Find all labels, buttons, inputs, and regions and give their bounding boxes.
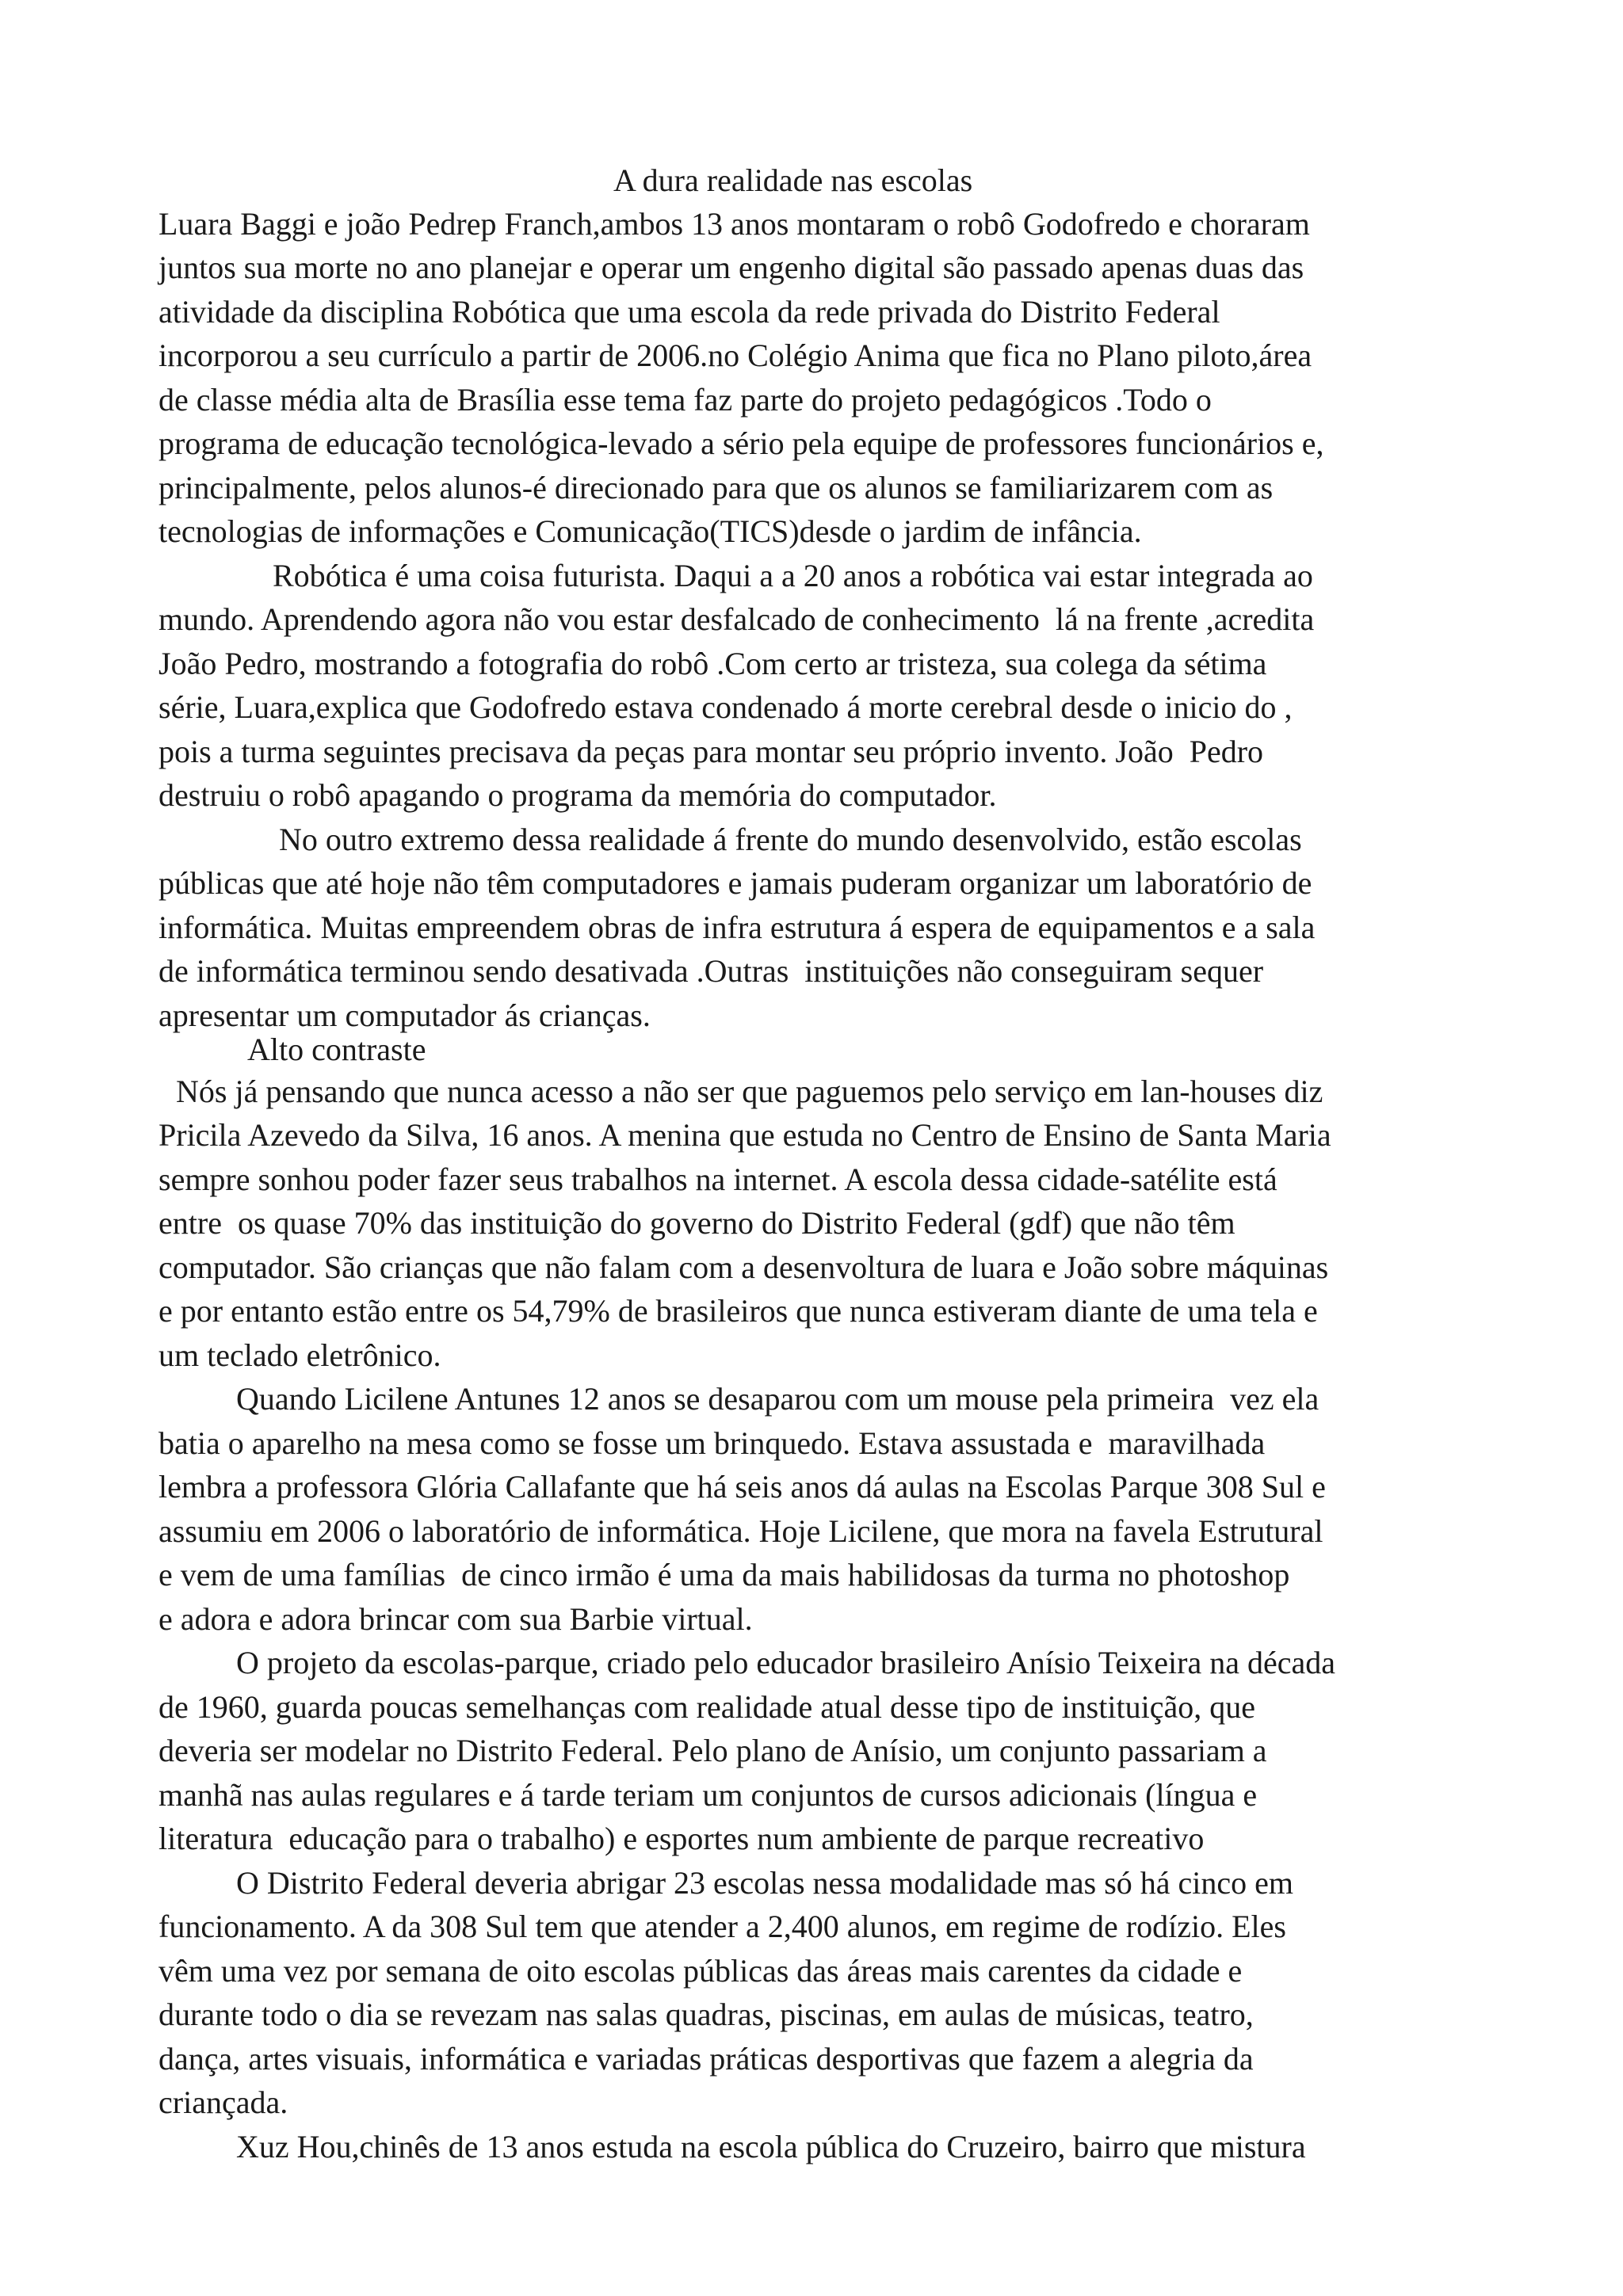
text-line: juntos sua morte no ano planejar e operar um engenho digital são passado apenas duas das bbox=[158, 250, 1304, 285]
text-line: públicas que até hoje não têm computadores e jamais puderam organizar um laboratório de bbox=[158, 865, 1312, 901]
text-line: de informática terminou sendo desativada .Outras instituições não conseguiram sequer bbox=[158, 953, 1264, 989]
text-line: um teclado eletrônico. bbox=[158, 1337, 441, 1373]
text-line: deveria ser modelar no Distrito Federal. Pelo plano de Anísio, um conjunto passariam a bbox=[158, 1733, 1267, 1768]
text-line: Nós já pensando que nunca acesso a não ser que paguemos pelo serviço em lan-houses diz bbox=[176, 1074, 1323, 1109]
text-line: série, Luara,explica que Godofredo estava condenado á morte cerebral desde o inicio do , bbox=[158, 689, 1293, 725]
text-line: criançada. bbox=[158, 2084, 288, 2120]
text-line: e vem de uma famílias de cinco irmão é uma da mais habilidosas da turma no photoshop bbox=[158, 1557, 1290, 1592]
text-line: dança, artes visuais, informática e variadas práticas desportivas que fazem a alegria da bbox=[158, 2041, 1254, 2077]
text-line: e por entanto estão entre os 54,79% de brasileiros que nunca estiveram diante de uma tela e bbox=[158, 1293, 1318, 1329]
text-line: durante todo o dia se revezam nas salas quadras, piscinas, em aulas de músicas, teatro, bbox=[158, 1997, 1254, 2032]
text-line: pois a turma seguintes precisava da peças para montar seu próprio invento. João Pedro bbox=[158, 734, 1264, 769]
text-line: O projeto da escolas-parque, criado pelo educador brasileiro Anísio Teixeira na década bbox=[236, 1645, 1336, 1680]
text-line: manhã nas aulas regulares e á tarde teriam um conjuntos de cursos adicionais (língua e bbox=[158, 1777, 1258, 1813]
text-line: incorporou a seu currículo a partir de 2006.no Colégio Anima que fica no Plano piloto,área bbox=[158, 338, 1312, 373]
text-line: mundo. Aprendendo agora não vou estar desfalcado de conhecimento lá na frente ,acredita bbox=[158, 601, 1315, 637]
text-line: tecnologias de informações e Comunicação(TICS)desde o jardim de infância. bbox=[158, 513, 1142, 549]
text-line: O Distrito Federal deveria abrigar 23 escolas nessa modalidade mas só há cinco em bbox=[236, 1865, 1294, 1901]
text-line: funcionamento. A da 308 Sul tem que atender a 2,400 alunos, em regime de rodízio. Eles bbox=[158, 1909, 1286, 1944]
text-line: computador. São crianças que não falam com a desenvoltura de luara e João sobre máquinas bbox=[158, 1249, 1329, 1285]
text-line: lembra a professora Glória Callafante que há seis anos dá aulas na Escolas Parque 308 Sul e bbox=[158, 1469, 1326, 1505]
text-line: apresentar um computador ás crianças. bbox=[158, 997, 651, 1033]
text-line: Luara Baggi e joão Pedrep Franch,ambos 13 anos montaram o robô Godofredo e choraram bbox=[158, 206, 1310, 242]
text-line: Xuz Hou,chinês de 13 anos estuda na escola pública do Cruzeiro, bairro que mistura bbox=[236, 2129, 1306, 2164]
text-line: João Pedro, mostrando a fotografia do robô .Com certo ar tristeza, sua colega da sétima bbox=[158, 646, 1267, 681]
text-line: de classe média alta de Brasília esse tema faz parte do projeto pedagógicos .Todo o bbox=[158, 382, 1212, 418]
text-line: Robótica é uma coisa futurista. Daqui a a 20 anos a robótica vai estar integrada ao bbox=[273, 558, 1313, 593]
text-line: Pricila Azevedo da Silva, 16 anos. A menina que estuda no Centro de Ensino de Santa Maria bbox=[158, 1117, 1331, 1153]
text-line: destruiu o robô apagando o programa da memória do computador. bbox=[158, 777, 997, 813]
text-line: Quando Licilene Antunes 12 anos se desaparou com um mouse pela primeira vez ela bbox=[236, 1381, 1319, 1417]
text-line: assumiu em 2006 o laboratório de informática. Hoje Licilene, que mora na favela Estrutural bbox=[158, 1513, 1323, 1549]
text-line: programa de educação tecnológica-levado a sério pela equipe de professores funcionários e, bbox=[158, 425, 1324, 461]
text-line: atividade da disciplina Robótica que uma escola da rede privada do Distrito Federal bbox=[158, 294, 1220, 330]
text-line: informática. Muitas empreendem obras de infra estrutura á espera de equipamentos e a sala bbox=[158, 910, 1316, 945]
section-heading: Alto contraste bbox=[247, 1032, 426, 1067]
text-line: de 1960, guarda poucas semelhanças com realidade atual desse tipo de instituição, que bbox=[158, 1689, 1255, 1725]
text-line: batia o aparelho na mesa como se fosse um brinquedo. Estava assustada e maravilhada bbox=[158, 1425, 1266, 1461]
text-line: entre os quase 70% das instituição do governo do Distrito Federal (gdf) que não têm bbox=[158, 1205, 1235, 1241]
text-line: principalmente, pelos alunos-é direcionado para que os alunos se familiarizarem com as bbox=[158, 470, 1274, 505]
text-line: sempre sonhou poder fazer seus trabalhos na internet. A escola dessa cidade-satélite está bbox=[158, 1161, 1277, 1197]
text-line: e adora e adora brincar com sua Barbie virtual. bbox=[158, 1601, 753, 1637]
text-line: literatura educação para o trabalho) e esportes num ambiente de parque recreativo bbox=[158, 1821, 1205, 1856]
document-title: A dura realidade nas escolas bbox=[613, 162, 973, 198]
text-line: vêm uma vez por semana de oito escolas públicas das áreas mais carentes da cidade e bbox=[158, 1953, 1243, 1989]
text-line: No outro extremo dessa realidade á frente do mundo desenvolvido, estão escolas bbox=[279, 822, 1302, 857]
